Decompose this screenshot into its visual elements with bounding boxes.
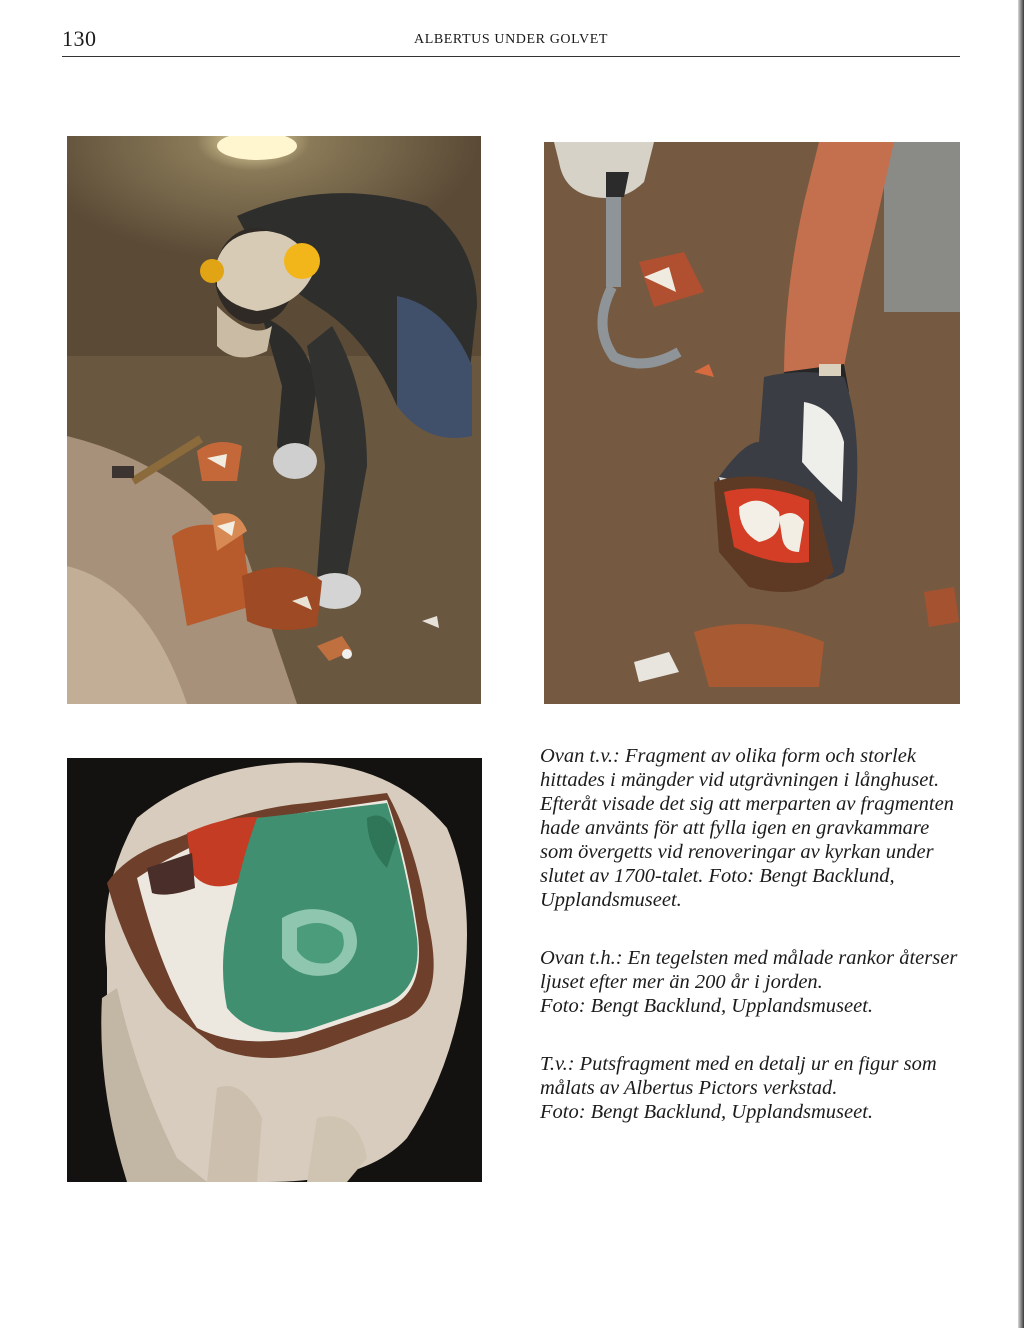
caption-line: Foto: Bengt Backlund, Upplandsmuseet. [540,1101,874,1123]
caption-line: T.v.: Putsfragment med en detalj ur en figur som [540,1053,937,1075]
excavator-kneeling-photo [67,136,481,704]
caption-line: som övergetts vid renoveringar av kyrkan under [540,841,934,863]
plaster-fragment-in-hand-photo [67,758,482,1182]
page-number: 130 [62,26,97,51]
caption-line: Foto: Bengt Backlund, Upplandsmuseet. [540,995,874,1017]
caption-line: Upplandsmuseet. [540,889,682,911]
caption-line: Ovan t.h.: En tegelsten med målade rankor återser [540,947,958,969]
caption-line: hittades i mängder vid utgrävningen i långhuset. [540,769,940,791]
caption-line: Ovan t.v.: Fragment av olika form och storlek [540,745,916,767]
caption-line: Efteråt visade det sig att merparten av fragmenten [540,793,954,815]
caption-line: slutet av 1700-talet. Foto: Bengt Backlund, [540,865,895,887]
caption-top-left [540,744,970,912]
caption-line: målats av Albertus Pictors verkstad. [540,1077,838,1099]
caption-top-right [540,946,970,1018]
page-header [62,22,960,57]
caption-bottom-left [540,1052,970,1124]
figure-captions [540,744,970,1158]
page-edge-shadow [1018,0,1024,1328]
caption-line: hade använts för att fylla igen en gravkammare [540,817,930,839]
painted-brick-photo [544,142,960,704]
running-title: ALBERTUS UNDER GOLVET [413,32,609,47]
caption-line: ljuset efter mer än 200 år i jorden. [540,971,823,993]
